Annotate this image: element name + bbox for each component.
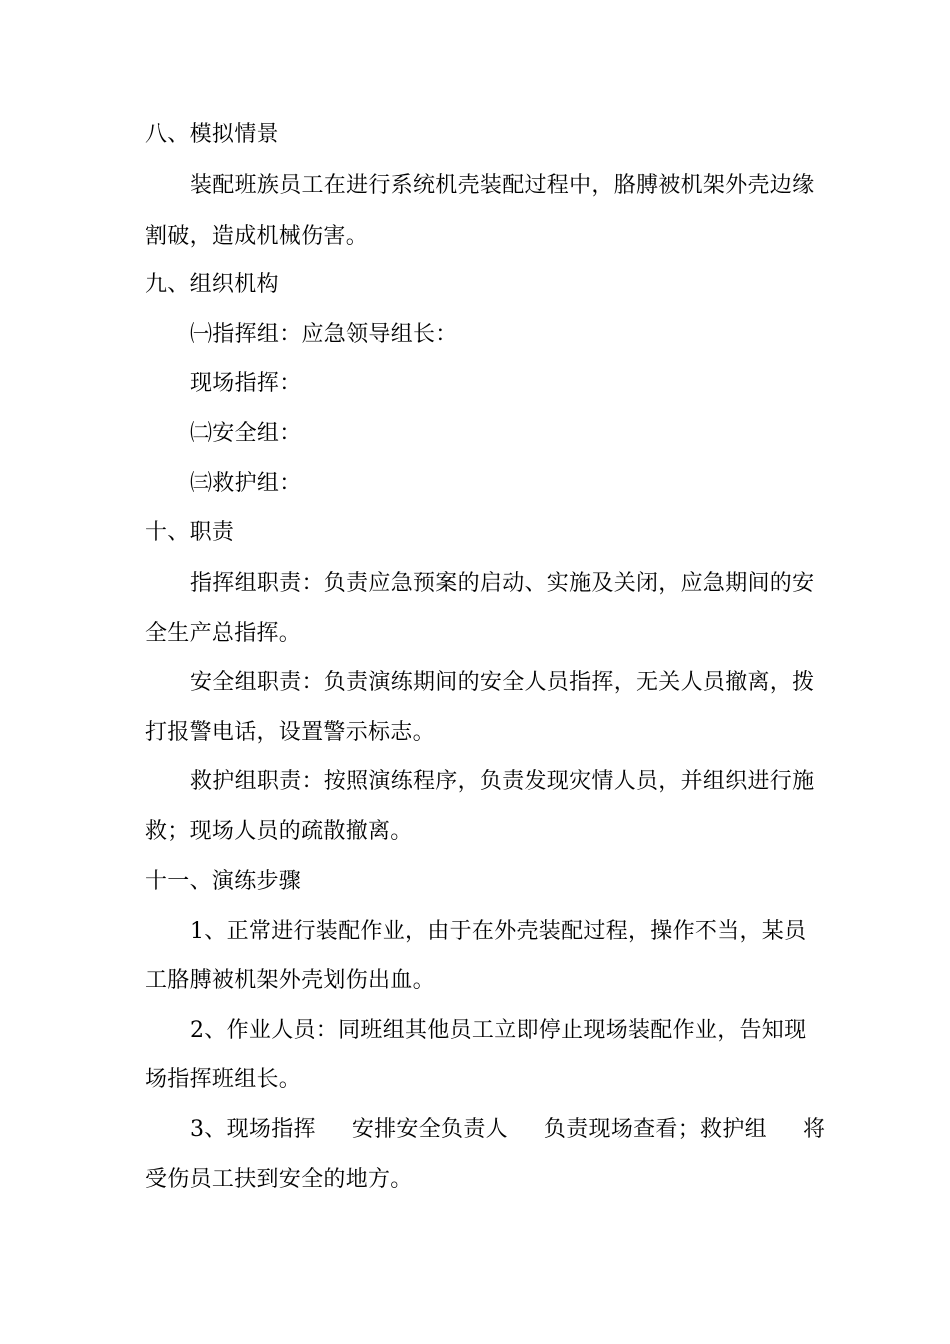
section-11-heading: 十一、演练步骤 — [145, 869, 302, 894]
section-10-heading: 十、职责 — [145, 520, 235, 545]
safety-duty-line-1: 安全组职责：负责演练期间的安全人员指挥，无关人员撤离，拨 — [190, 670, 815, 695]
safety-duty-line-2: 打报警电话，设置警示标志。 — [145, 720, 435, 745]
section-8-paragraph-line-1: 装配班族员工在进行系统机壳装配过程中，胳膊被机架外壳边缘 — [190, 173, 815, 198]
drill-step-2-line-2: 场指挥班组长。 — [145, 1067, 302, 1092]
drill-step-3-part-c: 负责现场查看；救护组 — [543, 1117, 767, 1142]
drill-step-2-line-1: 2、作业人员：同班组其他员工立即停止现场装配作业，告知现 — [190, 1018, 807, 1043]
drill-step-1-line-2: 工胳膊被机架外壳划伤出血。 — [145, 968, 435, 993]
section-9-heading: 九、组织机构 — [145, 272, 279, 297]
command-group-item: ㈠指挥组：应急领导组长： — [190, 322, 458, 347]
drill-step-3-part-d: 将 — [802, 1117, 826, 1142]
drill-step-3-part-b: 安排安全负责人 — [351, 1117, 508, 1142]
drill-step-3-part-a: 3、现场指挥 — [190, 1117, 316, 1142]
safety-group-item: ㈡安全组： — [190, 421, 302, 446]
rescue-group-item: ㈢救护组： — [190, 471, 302, 496]
section-8-heading: 八、模拟情景 — [145, 122, 279, 147]
command-duty-line-2: 全生产总指挥。 — [145, 621, 302, 646]
rescue-duty-line-1: 救护组职责：按照演练程序，负责发现灾情人员，并组织进行施 — [190, 769, 815, 794]
rescue-duty-line-2: 救；现场人员的疏散撤离。 — [145, 819, 413, 844]
section-8-paragraph-line-2: 割破，造成机械伤害。 — [145, 224, 369, 249]
drill-step-3-line-1 — [190, 1115, 825, 1145]
site-commander-item: 现场指挥： — [190, 371, 302, 396]
drill-step-3-line-2: 受伤员工扶到安全的地方。 — [145, 1167, 413, 1192]
drill-step-1-line-1: 1、正常进行装配作业，由于在外壳装配过程，操作不当，某员 — [190, 919, 807, 944]
command-duty-line-1: 指挥组职责：负责应急预案的启动、实施及关闭，应急期间的安 — [190, 571, 815, 596]
